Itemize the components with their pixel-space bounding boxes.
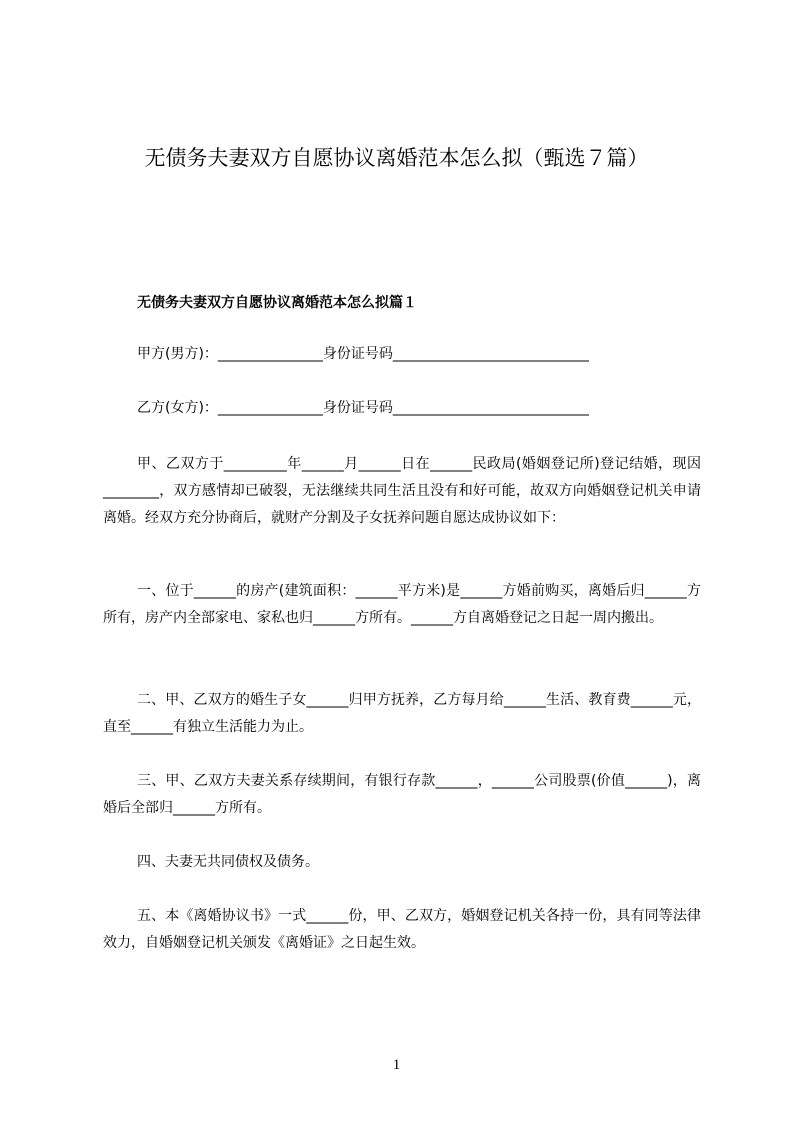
page-number: 1 (392, 1057, 401, 1073)
clause-5-paragraph: 五、本《离婚协议书》一式______份，甲、乙双方，婚姻登记机关各持一份，具有同等法律效力，自婚姻登记机关颁发《离婚证》之日起生效。 (103, 908, 701, 951)
party-a-line: 甲方(男方)：_______________身份证号码____________________________ (137, 346, 589, 362)
clause-3-paragraph: 三、甲、乙双方夫妻关系存续期间，有银行存款______，______公司股票(价值______)，离婚后全部归______方所有。 (103, 773, 701, 816)
party-b-line: 乙方(女方)：_______________身份证号码____________________________ (137, 400, 589, 416)
intro-paragraph: 甲、乙双方于_________年______月______日在______民政局(婚姻登记所)登记结婚，现因________，双方感情却已破裂，无法继续共同生活且没有和好可能，故双方向婚姻登记机关申请离婚。经双方充分协商后，就财产分割及子女抚养问题自愿达成协议如下： (103, 456, 701, 526)
section-heading: 无债务夫妻双方自愿协议离婚范本怎么拟篇１ (137, 295, 417, 311)
clause-1-paragraph: 一、位于______的房产(建筑面积：______平方米)是______方婚前购买，离婚后归______方所有，房产内全部家电、家私也归______方所有。______方自离婚登记之日起一周内搬出。 (103, 583, 701, 626)
clause-2-paragraph: 二、甲、乙双方的婚生子女______归甲方抚养，乙方每月给______生活、教育费______元，直至______有独立生活能力为止。 (103, 692, 701, 735)
clause-4-paragraph: 四、夫妻无共同债权及债务。 (137, 854, 319, 870)
document-title: 无债务夫妻双方自愿协议离婚范本怎么拟（甄选７篇） (144, 146, 649, 170)
